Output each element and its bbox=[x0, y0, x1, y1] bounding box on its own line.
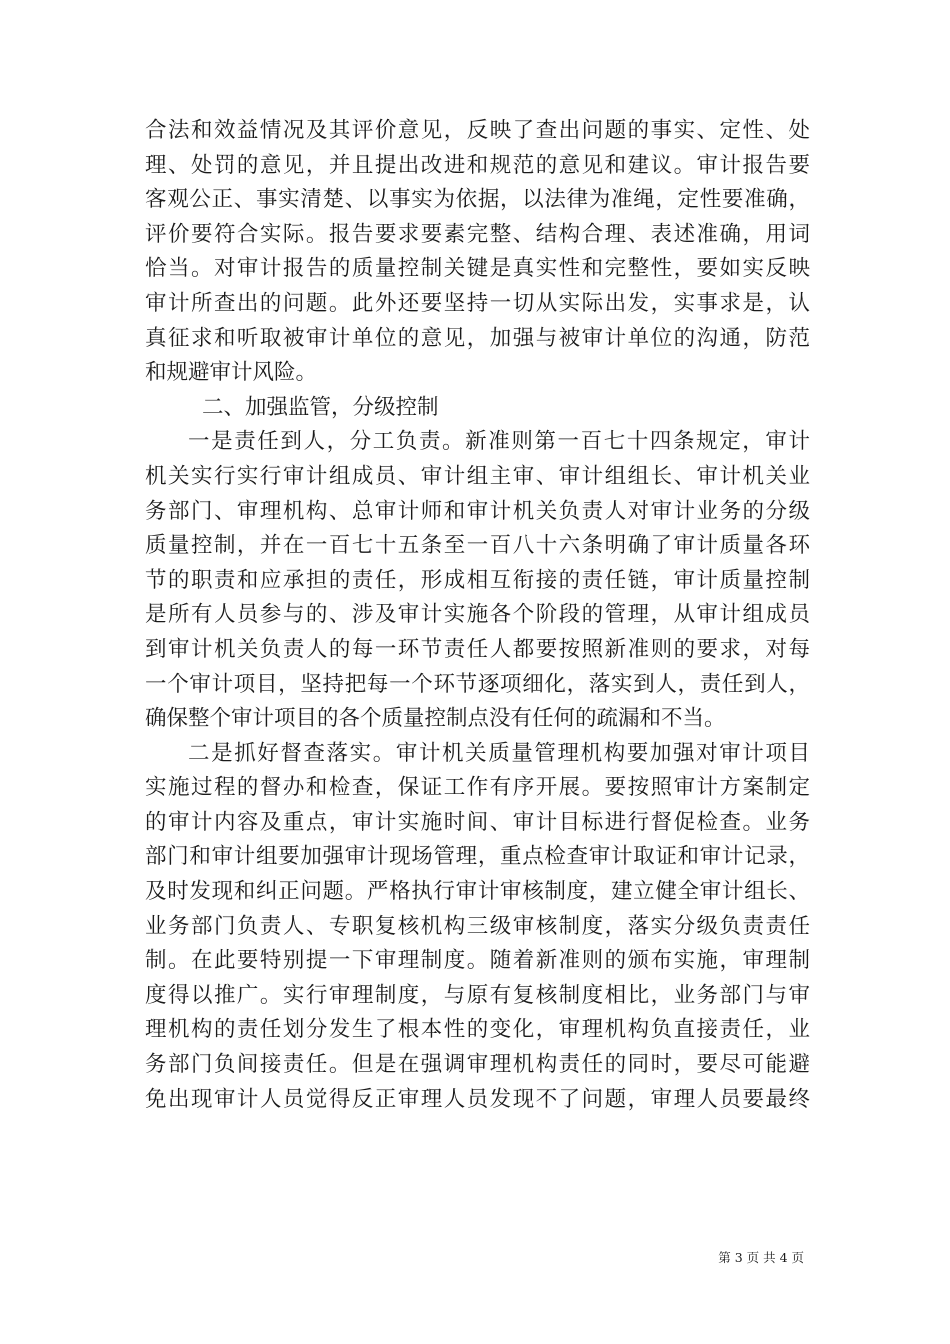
text-line: 客观公正、事实清楚、以事实为依据，以法律为准绳，定性要准确， bbox=[145, 187, 810, 213]
text-line: 确保整个审计项目的各个质量控制点没有任何的疏漏和不当。 bbox=[145, 706, 726, 732]
text-line: 节的职责和应承担的责任，形成相互衔接的责任链，审计质量控制 bbox=[145, 567, 810, 593]
text-line: 二是抓好督查落实。审计机关质量管理机构要加强对审计项目 bbox=[188, 740, 810, 766]
section-heading: 二、加强监管，分级控制 bbox=[202, 394, 439, 420]
paragraph-2 bbox=[145, 425, 810, 736]
text-line: 质量控制，并在一百七十五条至一百八十六条明确了审计质量各环 bbox=[145, 533, 810, 559]
text-line: 理、处罚的意见，并且提出改进和规范的意见和建议。审计报告要 bbox=[145, 152, 810, 178]
text-line: 部门和审计组要加强审计现场管理，重点检查审计取证和审计记录， bbox=[145, 844, 810, 870]
document-page bbox=[145, 114, 810, 1117]
text-line: 度得以推广。实行审理制度，与原有复核制度相比，业务部门与审 bbox=[145, 982, 810, 1008]
text-line: 到审计机关负责人的每一环节责任人都要按照新准则的要求，对每 bbox=[145, 636, 810, 662]
text-line: 评价要符合实际。报告要求要素完整、结构合理、表述准确，用词 bbox=[145, 221, 810, 247]
text-line: 及时发现和纠正问题。严格执行审计审核制度，建立健全审计组长、 bbox=[145, 879, 810, 905]
text-line: 实施过程的督办和检查，保证工作有序开展。要按照审计方案制定 bbox=[145, 775, 810, 801]
text-line: 的审计内容及重点，审计实施时间、审计目标进行督促检查。业务 bbox=[145, 809, 810, 835]
text-line: 是所有人员参与的、涉及审计实施各个阶段的管理，从审计组成员 bbox=[145, 602, 810, 628]
text-line: 务部门、审理机构、总审计师和审计机关负责人对审计业务的分级 bbox=[145, 498, 810, 524]
paragraph-1 bbox=[145, 114, 810, 391]
text-line: 制。在此要特别提一下审理制度。随着新准则的颁布实施，审理制 bbox=[145, 948, 810, 974]
text-line: 和规避审计风险。 bbox=[145, 360, 318, 386]
text-line: 真征求和听取被审计单位的意见，加强与被审计单位的沟通，防范 bbox=[145, 325, 810, 351]
text-line: 一是责任到人，分工负责。新准则第一百七十四条规定，审计 bbox=[188, 429, 810, 455]
text-line: 免出现审计人员觉得反正审理人员发现不了问题，审理人员要最终 bbox=[145, 1086, 810, 1112]
text-line: 一个审计项目，坚持把每一个环节逐项细化，落实到人，责任到人， bbox=[145, 671, 810, 697]
page-number-footer: 第 3 页 共 4 页 bbox=[718, 1250, 804, 1265]
text-line: 合法和效益情况及其评价意见，反映了查出问题的事实、定性、处 bbox=[145, 118, 810, 143]
text-line: 务部门负间接责任。但是在强调审理机构责任的同时，要尽可能避 bbox=[145, 1052, 810, 1078]
text-line: 理机构的责任划分发生了根本性的变化，审理机构负直接责任，业 bbox=[145, 1017, 810, 1043]
text-line: 机关实行实行审计组成员、审计组主审、审计组组长、审计机关业 bbox=[145, 463, 810, 489]
paragraph-3 bbox=[145, 737, 810, 1118]
text-line: 恰当。对审计报告的质量控制关键是真实性和完整性，要如实反映 bbox=[145, 256, 810, 282]
text-line: 业务部门负责人、专职复核机构三级审核制度，落实分级负责责任 bbox=[145, 913, 810, 939]
text-line: 审计所查出的问题。此外还要坚持一切从实际出发，实事求是，认 bbox=[145, 290, 810, 316]
